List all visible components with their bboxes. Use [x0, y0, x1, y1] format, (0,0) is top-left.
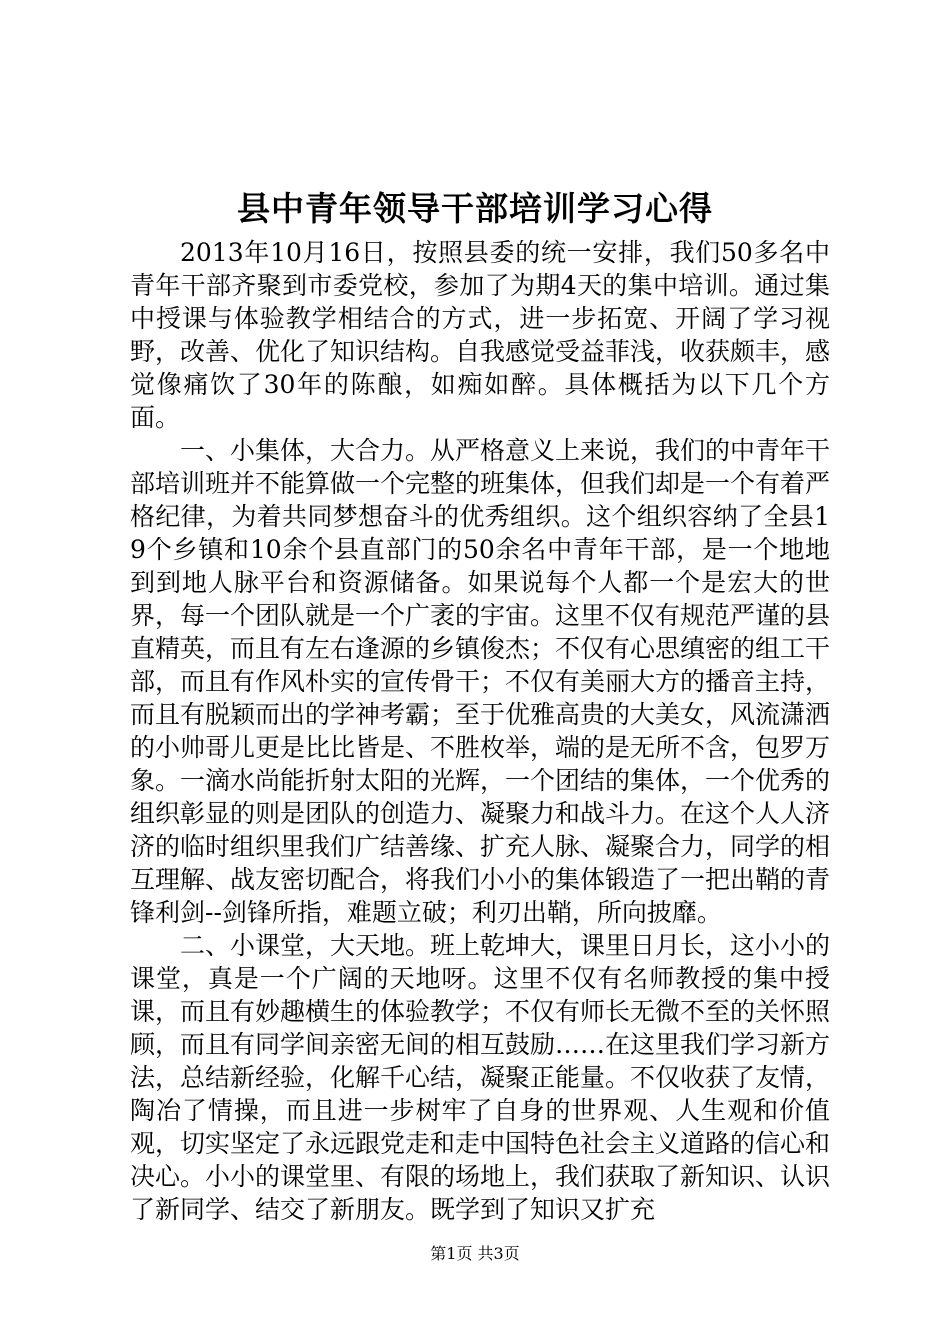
paragraph-section-1: 一、小集体，大合力。从严格意义上来说，我们的中青年干部培训班并不能算做一个完整的班集体，但我们却是一个有着严格纪律，为着共同梦想奋斗的优秀组织。这个组织容纳了全县19个乡镇和10余个县直部门的50余名中青年干部，是一个地地到到地人脉平台和资源储备。如果说每个人都一个是宏大的世界，每一个团队就是一个广袤的宇宙。这里不仅有规范严谨的县直精英，而且有左右逢源的乡镇俊杰；不仅有心思缜密的组工干部，而且有作风朴实的宣传骨干；不仅有美丽大方的播音主持，而且有脱颖而出的学神考霸；至于优雅高贵的大美女，风流潇洒的小帅哥儿更是比比皆是、不胜枚举，端的是无所不含，包罗万象。一滴水尚能折射太阳的光辉，一个团结的集体，一个优秀的组织彰显的则是团队的创造力、凝聚力和战斗力。在这个人人济济的临时组织里我们广结善缘、扩充人脉、凝聚合力，同学的相互理解、战友密切配合，将我们小小的集体锻造了一把出鞘的青锋利剑--剑锋所指，难题立破；利刃出鞘，所向披靡。: [130, 436, 831, 927]
document-title: 县中青年领导干部培训学习心得: [237, 189, 713, 228]
document-body: [130, 236, 830, 1226]
paragraph-section-2: 二、小课堂，大天地。班上乾坤大，课里日月长，这小小的课堂，真是一个广阔的天地呀。这里不仅有名师教授的集中授课，而且有妙趣横生的体验教学；不仅有师长无微不至的关怀照顾，而且有同学间亲密无间的相互鼓励……在这里我们学习新方法，总结新经验，化解千心结，凝聚正能量。不仅收获了友情，陶冶了情操，而且进一步树牢了自身的世界观、人生观和价值观，切实坚定了永远跟党走和走中国特色社会主义道路的信心和决心。小小的课堂里、有限的场地上，我们获取了新知识、认识了新同学、结交了新朋友。既学到了知识又扩充: [130, 931, 831, 1224]
paragraph-intro: 2013年10月16日，按照县委的统一安排，我们50多名中青年干部齐聚到市委党校，参加了为期4天的集中培训。通过集中授课与体验教学相结合的方式，进一步拓宽、开阔了学习视野，改善、优化了知识结构。自我感觉受益菲浅，收获颇丰，感觉像痛饮了30年的陈酿，如痴如醉。具体概括为以下几个方面。: [130, 238, 831, 432]
page-footer: 第1页 共3页: [430, 1244, 520, 1263]
